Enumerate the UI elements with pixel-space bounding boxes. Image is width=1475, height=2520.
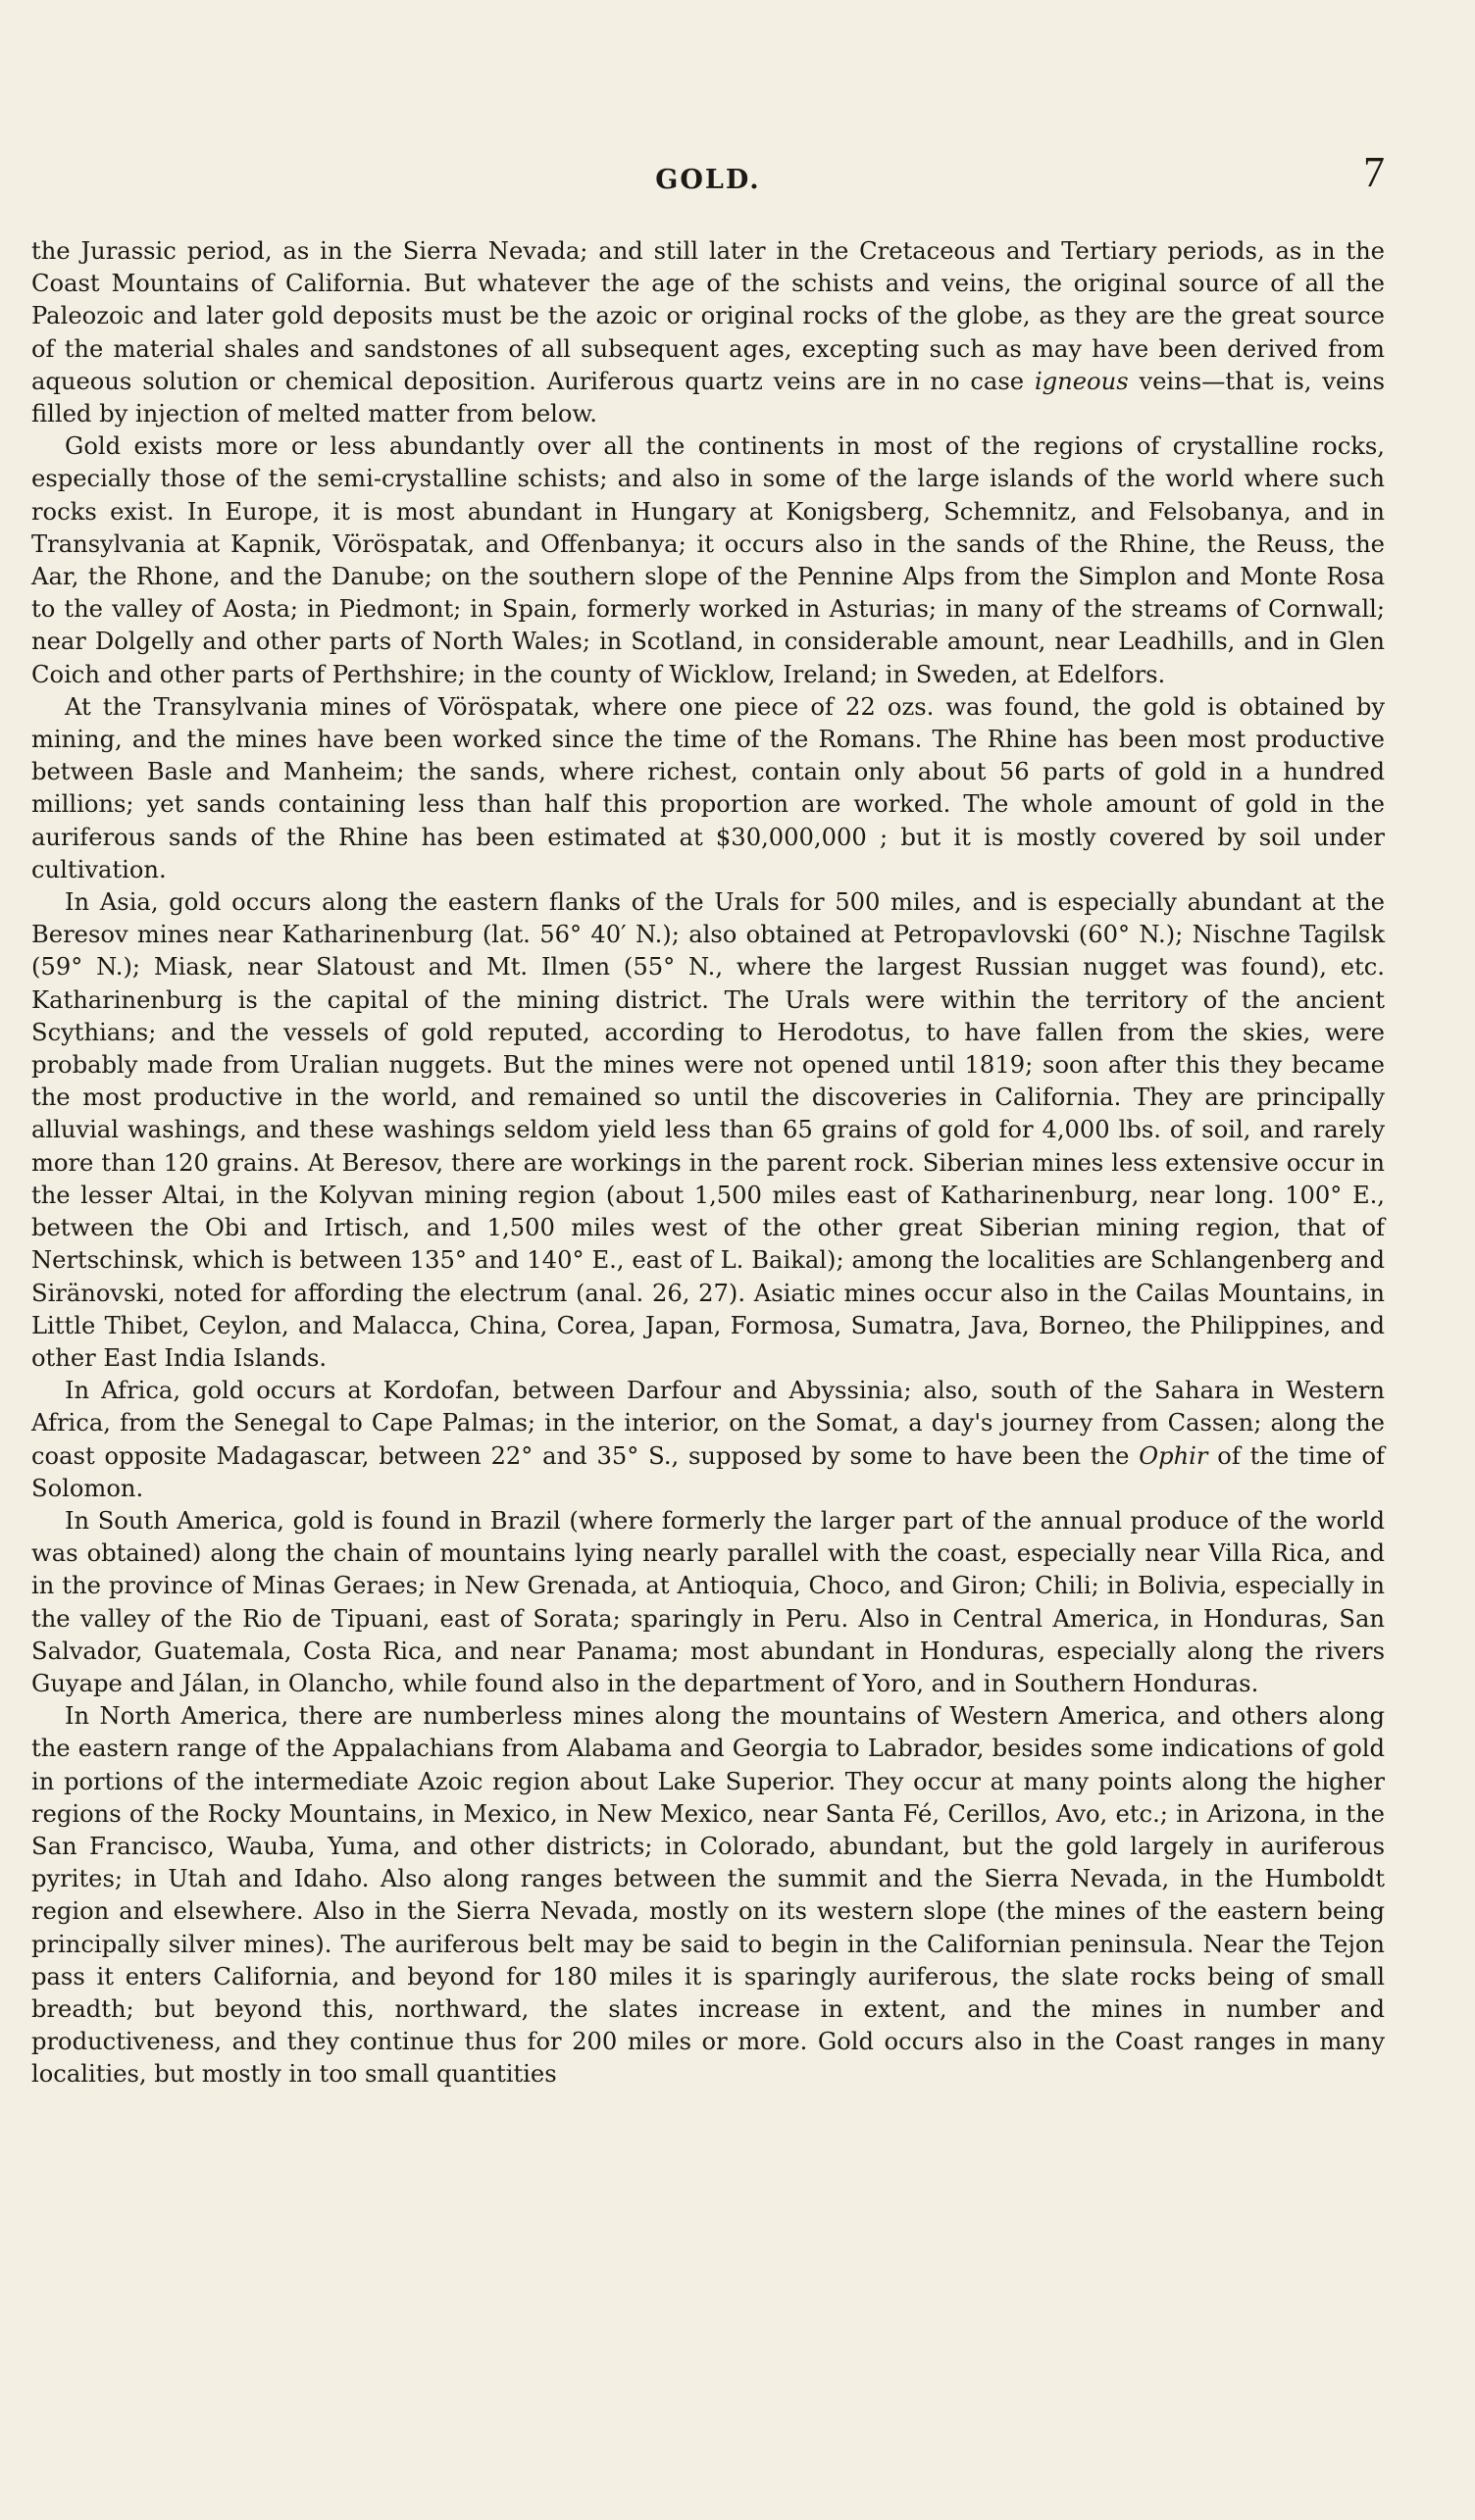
text-run: In Africa, gold occurs at Kordofan, between Darfour and Abyssinia; also, south of the Sahara in Western Africa, from the Senegal to Cape Palmas; in the interior, on the Somat, a day's journey from Cassen; along the coast opposite Madagascar, between 22° and 35° S., supposed by some to have been the: [31, 1377, 1385, 1470]
text-run: At the Transylvania mines of Vöröspatak, where one piece of 22 ozs. was found, the gold is obtained by mining, and the mines have been worked since the time of the Romans. The Rhine has been most productive between Basle and Manheim; the sands, where richest, contain only about 56 parts of gold in a hundred millions; yet sands containing less than half this proportion are worked. The whole amount of gold in the auriferous sands of the Rhine has been estimated at $30,000,000 ; but it is mostly covered by soil under cultivation.: [31, 692, 1385, 883]
text-run: In North America, there are numberless mines along the mountains of Western America, and others along the eastern range of the Appalachians from Alabama and Georgia to Labrador, besides some indications of gold in portions of the intermediate Azoic region about Lake Superior. They occur at many points along the higher regions of the Rocky Mountains, in Mexico, in New Mexico, near Santa Fé, Cerillos, Avo, etc.; in Arizona, in the San Francisco, Wauba, Yuma, and other districts; in Colorado, abundant, but the gold largely in auriferous pyrites; in Utah and Idaho. Also along ranges between the summit and the Sierra Nevada, in the Humboldt region and elsewhere. Also in the Sierra Nevada, mostly on its western slope (the mines of the eastern being principally silver mines). The auriferous belt may be said to begin in the Californian peninsula. Near the Tejon pass it enters California, and beyond for 180 miles it is sparingly auriferous, the slate rocks being of small breadth; but beyond this, northward, the slates increase in extent, and the mines in number and productiveness, and they continue thus for 200 miles or more. Gold occurs also in the Coast ranges in many localities, but mostly in too small quantities: [31, 1702, 1385, 2089]
paragraph-africa: [31, 1375, 1385, 1505]
body-text: [31, 235, 1385, 2092]
page-number: 7: [1363, 148, 1385, 196]
text-run: Gold exists more or less abundantly over all the continents in most of the regions of crystalline rocks, especially those of the semi-crystalline schists; and also in some of the large islands of the world where such rocks exist. In Europe, it is most abundant in Hungary at Konigsberg, Schemnitz, and Felsobanya, and in Transylvania at Kapnik, Vöröspatak, and Offenbanya; it occurs also in the sands of the Rhine, the Reuss, the Aar, the Rhone, and the Danube; on the southern slope of the Pennine Alps from the Simplon and Monte Rosa to the valley of Aosta; in Piedmont; in Spain, formerly worked in Asturias; in many of the streams of Cornwall; near Dolgelly and other parts of North Wales; in Scotland, in considerable amount, near Leadhills, and in Glen Coich and other parts of Perthshire; in the county of Wicklow, Ireland; in Sweden, at Edelfors.: [31, 432, 1385, 688]
paragraph-jurassic: [31, 235, 1385, 430]
paragraph-north-america: [31, 1700, 1385, 2091]
paragraph-transylvania: [31, 691, 1385, 886]
paragraph-asia: [31, 886, 1385, 1375]
paragraph-europe: [31, 430, 1385, 691]
italic-term-igneous: igneous: [1034, 367, 1129, 395]
text-run: In Asia, gold occurs along the eastern flanks of the Urals for 500 miles, and is especially abundant at the Beresov mines near Katharinenburg (lat. 56° 40′ N.); also obtained at Petropavlovski (60° N.); Nischne Tagilsk (59° N.); Miask, near Slatoust and Mt. Ilmen (55° N., where the largest Russian nugget was found), etc. Katharinenburg is the capital of the mining district. The Urals were within the territory of the ancient Scythians; and the vessels of gold reputed, according to Herodotus, to have fallen from the skies, were probably made from Uralian nuggets. But the mines were not opened until 1819; soon after this they became the most productive in the world, and remained so until the discoveries in California. They are principally alluvial washings, and these washings seldom yield less than 65 grains of gold for 4,000 lbs. of soil, and rarely more than 120 grains. At Beresov, there are workings in the parent rock. Siberian mines less extensive occur in the lesser Altai, in the Kolyvan mining region (about 1,500 miles east of Katharinenburg, near long. 100° E., between the Obi and Irtisch, and 1,500 miles west of the other great Siberian mining region, that of Nertschinsk, which is between 135° and 140° E., east of L. Baikal); among the localities are Schlangenberg and Siränovski, noted for affording the electrum (anal. 26, 27). Asiatic mines occur also in the Cailas Mountains, in Little Thibet, Ceylon, and Malacca, China, Corea, Japan, Formosa, Sumatra, Java, Borneo, the Philippines, and other East India Islands.: [31, 888, 1385, 1372]
paragraph-south-america: [31, 1505, 1385, 1700]
text-run: the Jurassic period, as in the Sierra Nevada; and still later in the Cretaceous and Tertiary periods, as in the Coast Mountains of California. But whatever the age of the schists and veins, the original source of all the Paleozoic and later gold deposits must be the azoic or original rocks of the globe, as they are the great source of the material shales and sandstones of all subsequent ages, excepting such as may have been derived from aqueous solution or chemical deposition. Auriferous quartz veins are in no case: [31, 237, 1385, 395]
italic-term-ophir: Ophir: [1139, 1441, 1208, 1470]
text-run: In South America, gold is found in Brazil (where formerly the larger part of the annual produce of the world was obtained) along the chain of mountains lying nearly parallel with the coast, especially near Villa Rica, and in the province of Minas Geraes; in New Grenada, at Antioquia, Choco, and Giron; Chili; in Bolivia, especially in the valley of the Rio de Tipuani, east of Sorata; sparingly in Peru. Also in Central America, in Honduras, San Salvador, Guatemala, Costa Rica, and near Panama; most abundant in Honduras, especially along the rivers Guyape and Jálan, in Olancho, while found also in the department of Yoro, and in Southern Honduras.: [31, 1506, 1385, 1697]
text-run: of the time of Solomon.: [31, 1441, 1386, 1502]
text-run: veins—that is, veins filled by injection of melted matter from below.: [31, 367, 1386, 428]
page-header: [31, 147, 1385, 206]
running-head: GOLD.: [655, 165, 761, 195]
